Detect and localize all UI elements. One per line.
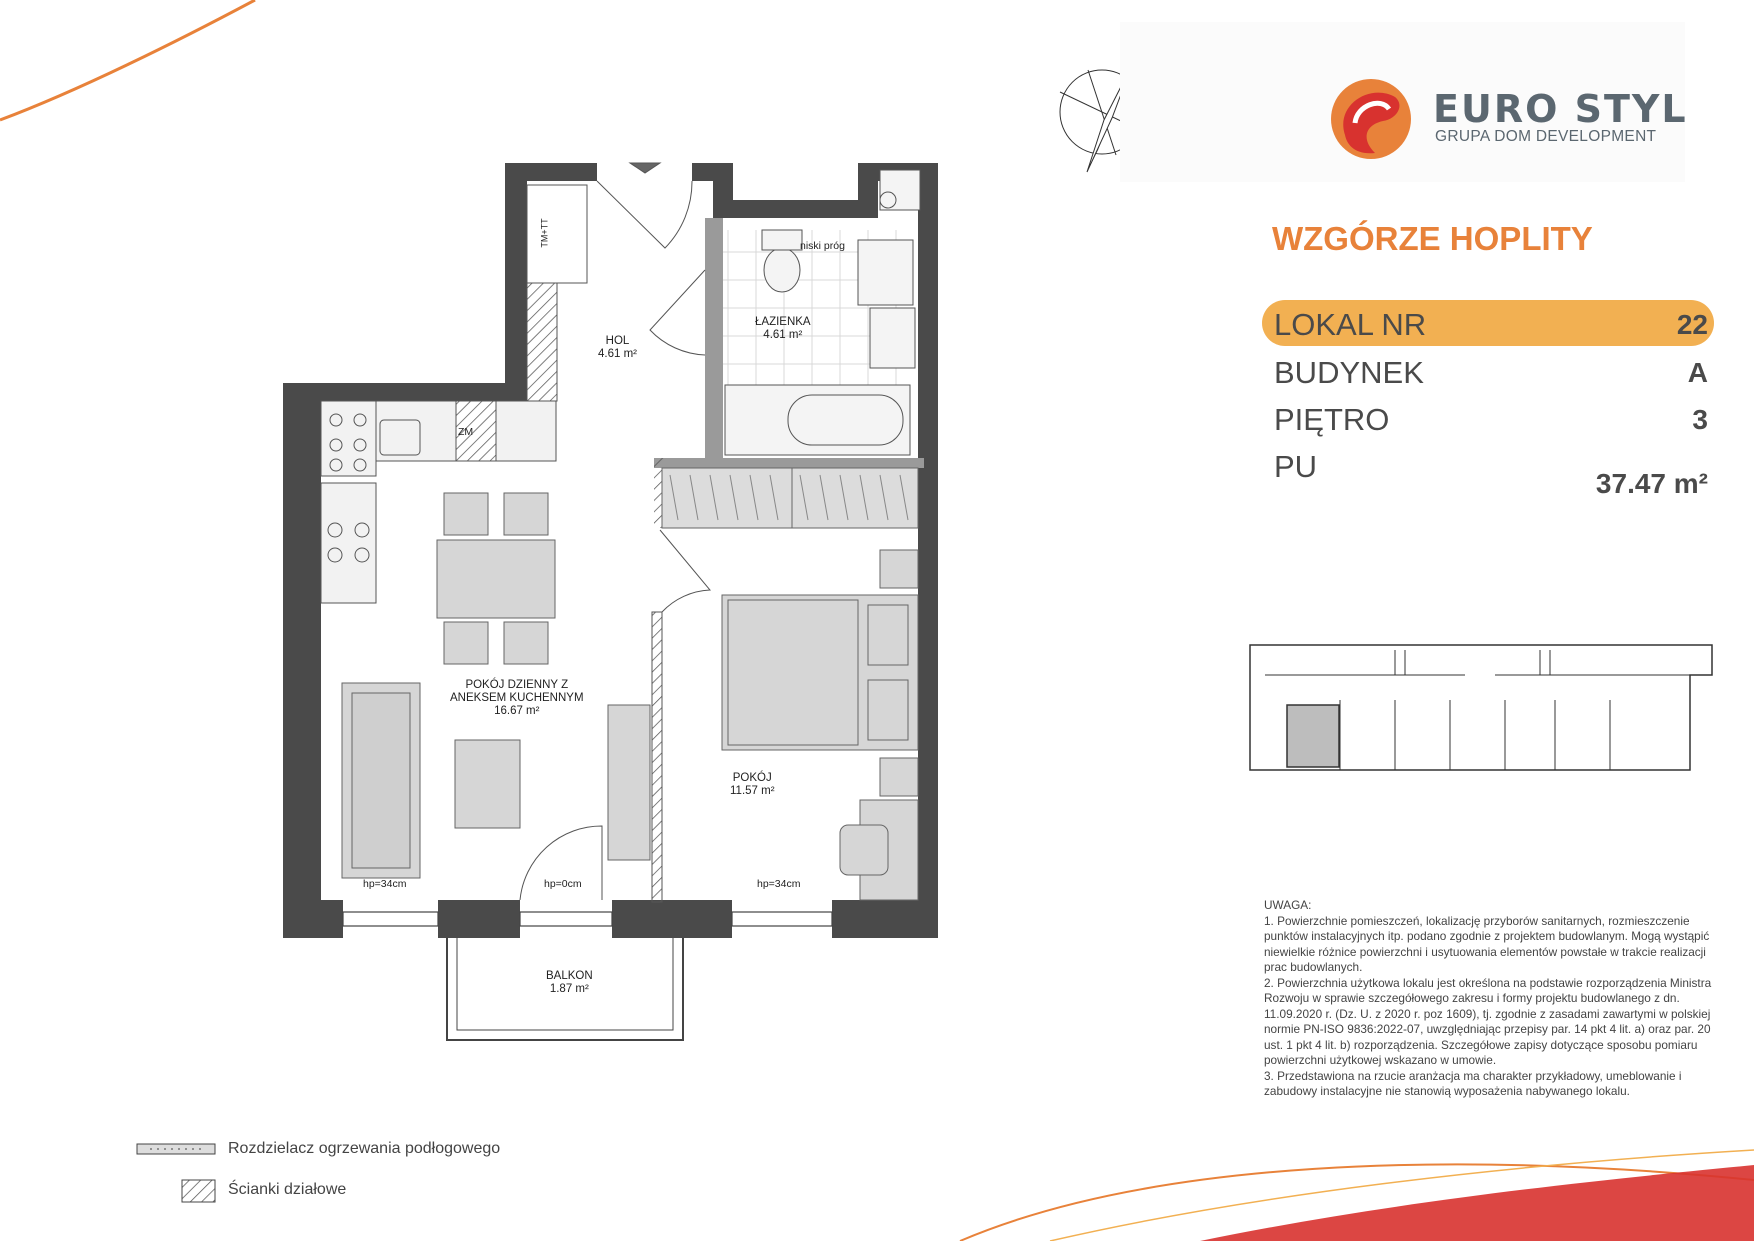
room-lazienka-name: ŁAZIENKA — [755, 316, 811, 328]
room-pokoj-area: 11.57 m² — [730, 785, 775, 797]
brand-name: EURO STYL — [1433, 87, 1688, 131]
note-1: 1. Powierzchnie pomieszczeń, lokalizację przyborów sanitarnych, rozmieszczenie punktów instalacyjnych itp. podano zgodnie z projektem budowlanym. Mogą wystąpić niewielkie różnice powierzchni i usytuowania elementów powstałe w trakcie realizacji prac budowlanych. — [1264, 913, 1710, 974]
heating-manifold-icon — [137, 1144, 215, 1154]
room-living — [450, 679, 584, 718]
note-2: 2. Powierzchnia użytkowa lokalu jest określona na podstawie rozporządzenia Ministra Rozwoju w sprawie szczegółowego zakresu i formy projektu budowlanego z dn. 11.09.2020 r. (Dz. U. z 2020 r. poz 1609), tj. zgodnie z zasadami zawartymi w polskiej normie PN-ISO 9836:2022-07, uwzględniając przepisy par. 14 pkt 4 lit. a) oraz par. 20 ust. 1 pkt 4 lit. b) rozporządzenia. Szczegółowe zapisy dotyczące sposobu pomiaru powierzchni użytkowej wskazano w umowie. — [1264, 975, 1712, 1067]
building-label: BUDYNEK — [1274, 355, 1424, 390]
room-hol-name: HOL — [605, 335, 630, 347]
tm-label: TM+TT — [539, 218, 550, 248]
unit-number-row — [1262, 300, 1714, 346]
room-lazienka — [755, 316, 811, 342]
floor-label: PIĘTRO — [1274, 402, 1390, 437]
room-living-name-1: POKÓJ DZIENNY Z — [465, 679, 569, 691]
hp-right-label: hp=34cm — [757, 878, 801, 890]
area-row — [1262, 442, 1714, 499]
room-hol — [598, 335, 637, 361]
room-pokoj — [730, 772, 775, 798]
partition-wall-icon — [182, 1180, 215, 1202]
legend-heating-label: Rozdzielacz ogrzewania podłogowego — [228, 1140, 501, 1157]
notes-block — [1264, 898, 1716, 1100]
room-balkon — [546, 970, 593, 996]
area-value: 37.47 m² — [1595, 468, 1708, 499]
brand-subtitle: GRUPA DOM DEVELOPMENT — [1435, 128, 1657, 145]
low-threshold-label: niski próg — [800, 240, 845, 252]
hp-door-label: hp=0cm — [544, 878, 582, 890]
room-pokoj-name: POKÓJ — [732, 772, 772, 784]
hp-left-label: hp=34cm — [363, 878, 407, 890]
room-balkon-area: 1.87 m² — [549, 983, 589, 995]
room-living-area: 16.67 m² — [494, 705, 540, 717]
unit-number-label: LOKAL NR — [1274, 307, 1427, 342]
floor-row — [1262, 395, 1714, 441]
zm-label: ZM — [458, 426, 474, 438]
euro-styl-logo-icon — [1325, 75, 1417, 163]
note-3: 3. Przedstawiona na rzucie aranżacja ma charakter przykładowy, umeblowanie i zabudowy instalacyjne nie stanowią wyposażenia nabywanego lokalu. — [1264, 1068, 1682, 1098]
room-balkon-name: BALKON — [546, 970, 593, 982]
floor-value: 3 — [1692, 404, 1708, 435]
area-label: PU — [1274, 449, 1318, 484]
site-key-plan — [1250, 645, 1712, 770]
decorative-swoosh-top — [0, 0, 255, 120]
room-hol-area: 4.61 m² — [598, 348, 637, 360]
room-lazienka-area: 4.61 m² — [763, 329, 803, 341]
notes-heading: UWAGA: — [1264, 898, 1312, 912]
project-name: WZGÓRZE HOPLITY — [1272, 220, 1593, 257]
building-value: A — [1687, 357, 1708, 388]
building-row — [1262, 348, 1714, 394]
unit-number-value: 22 — [1676, 309, 1708, 340]
legend-partition-label: Ścianki działowe — [228, 1181, 347, 1198]
room-living-name-2: ANEKSEM KUCHENNYM — [450, 692, 584, 704]
